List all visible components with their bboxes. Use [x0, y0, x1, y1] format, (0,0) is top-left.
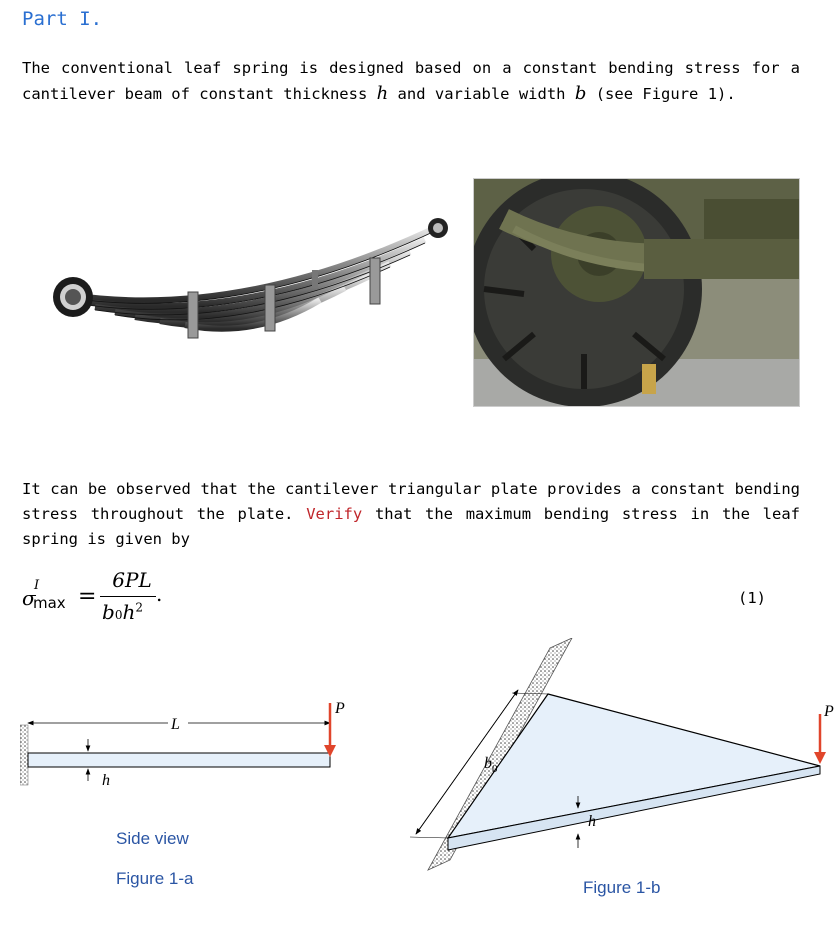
observation-text-b: that the maximum bending stress in the leaf spring is given by	[22, 505, 800, 548]
load-label-b: P	[824, 703, 834, 720]
plate-thickness-label: h	[588, 813, 596, 830]
denominator	[102, 600, 182, 624]
sigma-symbol: σ	[22, 586, 36, 610]
triangular-plate	[448, 694, 820, 838]
width-label-sub: 0	[492, 763, 498, 775]
denominator-b: b	[102, 600, 115, 624]
intro-paragraph	[22, 56, 800, 107]
var-b: b	[574, 83, 587, 104]
observation-paragraph	[22, 477, 800, 552]
sigma-subscript: max	[33, 594, 66, 612]
verify-keyword: Verify	[306, 505, 363, 523]
observation-text-a: It can be observed that the cantilever triangular plate provides a constant bending stress throughout the plate.	[22, 480, 800, 523]
leaf-spring-image	[40, 200, 460, 360]
denominator-sup: 2	[135, 600, 143, 615]
var-h: h	[376, 83, 389, 104]
equals-sign: =	[78, 584, 97, 609]
numerator: 6PL	[112, 568, 152, 592]
side-view-caption: Side view	[116, 829, 189, 848]
truck-suspension-photo	[473, 178, 800, 407]
load-label-a: P	[335, 700, 345, 717]
fraction-bar	[100, 596, 156, 597]
thickness-label: h	[102, 772, 110, 789]
figure-1a-diagram	[20, 685, 350, 800]
intro-text-b: and variable width	[388, 85, 575, 103]
figure-1b-diagram	[400, 638, 840, 883]
length-label: L	[171, 716, 180, 733]
part-heading: Part I.	[22, 8, 103, 30]
denominator-sub: 0	[114, 608, 123, 622]
beam-side	[28, 753, 330, 767]
equation-number: (1)	[738, 589, 766, 607]
width-label-b: b	[484, 755, 492, 772]
fixed-support	[20, 725, 28, 785]
figure-1a-caption: Figure 1-a	[116, 869, 194, 888]
intro-text-c: (see Figure 1).	[586, 85, 736, 103]
denominator-h: h	[122, 600, 136, 624]
sigma-superscript: I	[34, 578, 40, 593]
figure-1b-caption: Figure 1-b	[583, 878, 661, 897]
equation-period: .	[156, 582, 163, 606]
intro-text-a: The conventional leaf spring is designed based on a constant bending stress for a cantilever beam of constant thickness	[22, 59, 800, 103]
